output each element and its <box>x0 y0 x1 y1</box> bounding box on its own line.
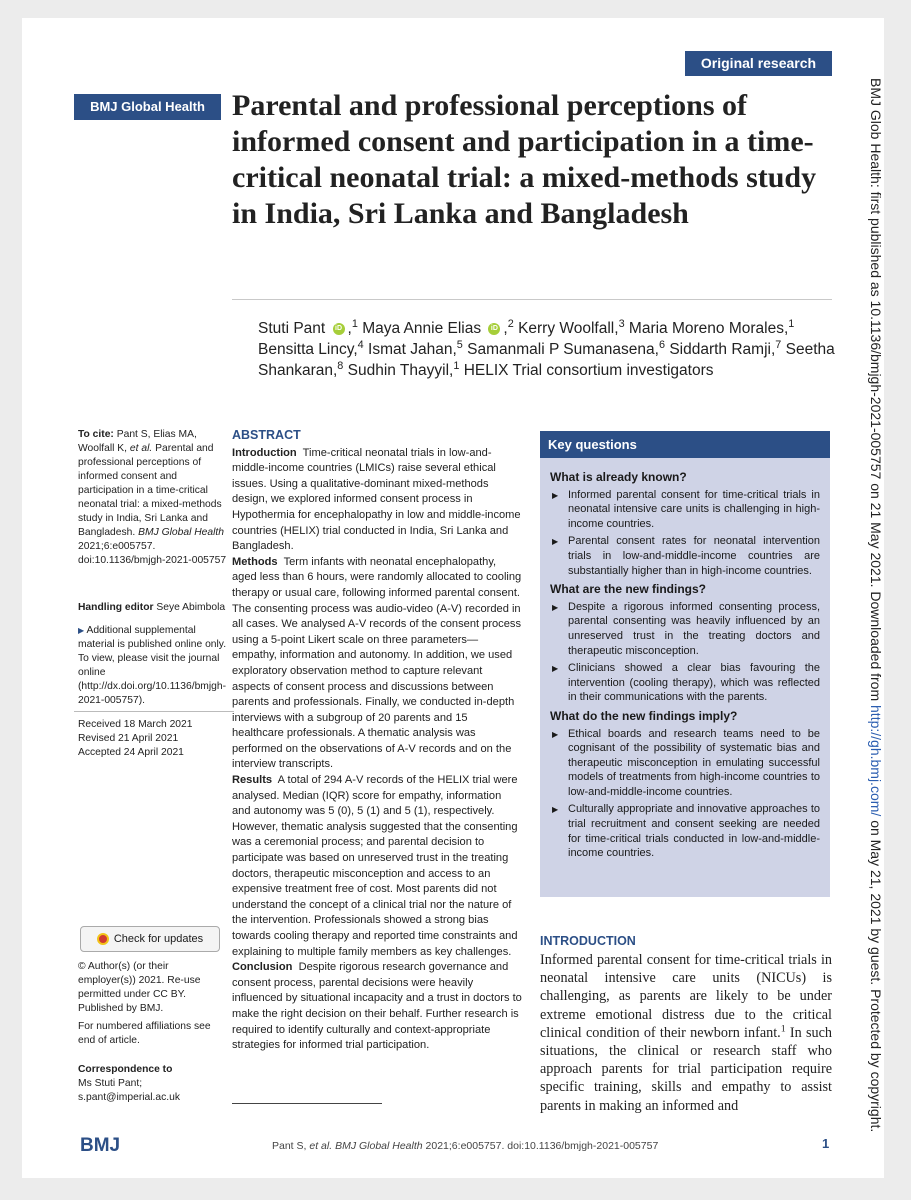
crossmark-icon <box>97 933 109 945</box>
side-note-prefix: BMJ Glob Health: first published as 10.1136/bmjgh-2021-005757 on 21 May 2021. Downloaded from <box>868 78 884 702</box>
list-item: ▶ Despite a rigorous informed consenting process, parental consenting was heavily influenced by an unreserved trust in the treating doctors and therapeutic misconception. <box>550 600 820 658</box>
affiliation-sup: 1 <box>788 317 795 330</box>
article-title: Parental and professional perceptions of informed consent and participation in a time-critical neonatal trial: a mixed-methods study in India, Sri Lanka and Bangladesh <box>232 89 817 230</box>
handling-name: Seye Abimbola <box>156 602 226 613</box>
pointer-icon: ▶ <box>78 626 85 635</box>
footer-citation <box>272 1140 658 1152</box>
abstract-conclusion-label: Conclusion <box>232 961 293 974</box>
introduction-text <box>540 951 832 1115</box>
check-updates-label: Check for updates <box>113 933 204 945</box>
implications-heading: What do the new findings imply? <box>550 708 738 723</box>
abstract <box>232 428 522 1054</box>
affiliation-sup: 7 <box>775 338 782 351</box>
abstract-intro-label: Introduction <box>232 446 297 459</box>
handling-label: Handling editor <box>78 602 154 613</box>
affiliation-sup: 5 <box>456 338 463 351</box>
supplemental-text[interactable]: Additional supplemental material is published online only. To view, please visit the journal online (http://dx.doi.org/10.1136/bmjgh-2021-005757). <box>78 625 227 706</box>
cite-block <box>78 428 228 568</box>
abstract-results-text: A total of 294 A-V records of the HELIX trial were analysed. Median (IQR) score for empathy, information and autonomy was 5 (0), 5 (1) and 5 (1), respectively. However, thematic analysis suggested that the consenting was a ceremonial process; and parental decision to participate was based on unreserved trust in the treating doctors, therapeutic misconception and access to an expensive treatment free of cost. Most parents did not understand the concept of a clinical trial nor the nature of the intervention. Professionals showed a strong bias towards cooling therapy and reported time constraints and explaining to multiple family members as key challenges. <box>232 774 518 958</box>
page <box>22 18 884 1178</box>
license-note: © Author(s) (or their employer(s)) 2021. Re-use permitted under CC BY. Published by BMJ. <box>78 961 201 1014</box>
handling-editor <box>78 601 228 615</box>
affiliation-sup: 1 <box>453 359 460 372</box>
affiliation-sup: 8 <box>337 359 344 372</box>
supplemental-note <box>78 624 228 708</box>
section-label: Original research <box>685 51 832 76</box>
cite-etal: et al. <box>129 443 153 454</box>
introduction-heading: INTRODUCTION <box>540 934 636 948</box>
abstract-conclusion <box>232 960 522 1054</box>
correspondence-name: Ms Stuti Pant; <box>78 1078 143 1089</box>
check-for-updates-button[interactable] <box>80 926 220 952</box>
intro-text-part1: Informed parental consent for time-critical trials in neonatal intensive care units (NICUs) is challenging, as parents are likely to be under extreme emotional distress due to the critical clinical condition of their newborn infant. <box>540 952 832 1041</box>
affiliation-sup: 1 <box>351 317 358 330</box>
cite-authors: Pant S, Elias MA, Woolfall K, <box>78 429 197 454</box>
correspondence-email[interactable]: s.pant@imperial.ac.uk <box>78 1092 181 1103</box>
orcid-icon[interactable]: iD <box>488 323 500 335</box>
author-list: Stuti Pant iD ,$^1$ Maya Annie Elias iD ,$^2$ Kerry Woolfall,$^3$ Maria Moreno Morales,$^1$ Bensitta Lincy,$^4$ Ismat Jahan,$^5$ Samanmali P Sumanasena,$^6$ Siddarth Ramji,$^7$ Seetha Shankaran,$^8$ Sudhin Thayyil,$^1$ HELIX Trial consortium investigators <box>258 317 835 379</box>
footer-cite-etal: et al. <box>309 1140 333 1152</box>
list-item: ▶ Culturally appropriate and innovative approaches to trial recruitment and consent seeking are needed for time-critical trials conducted in low-and-middle-income countries. <box>550 802 820 860</box>
revised-date: Revised 21 April 2021 <box>78 733 179 744</box>
list-item: ▶ Ethical boards and research teams need to be cognisant of the possibility of systematic bias and therapeutic misconception in emulating successful models of treatments from high-income countries to low-and-middle-income countries. <box>550 727 820 800</box>
author-name: Kerry Woolfall <box>518 320 615 337</box>
author-name: HELIX Trial consortium investigators <box>463 362 714 379</box>
known-heading: What is already known? <box>550 470 687 484</box>
affiliation-sup: 6 <box>658 338 665 351</box>
abstract-methods-label: Methods <box>232 555 278 568</box>
correspondence-label: Correspondence to <box>78 1064 173 1075</box>
article-dates <box>78 718 228 760</box>
list-item: ▶ Clinicians showed a clear bias favouring the intervention (cooling therapy), which was reflected in their communications with the parents. <box>550 661 820 705</box>
author-name: Bensitta Lincy <box>258 341 354 358</box>
key-questions-body <box>540 458 830 861</box>
author-name: Maya Annie Elias <box>362 320 482 337</box>
author-name: Stuti Pant <box>258 320 326 337</box>
reference-sup[interactable]: 1 <box>780 1023 786 1035</box>
abstract-heading: ABSTRACT <box>232 428 301 442</box>
side-note-text <box>866 78 886 1158</box>
abstract-results-label: Results <box>232 774 273 787</box>
author-name: Ismat Jahan <box>368 341 453 358</box>
cite-journal: BMJ Global Health <box>138 527 224 538</box>
affiliation-sup: 2 <box>507 317 514 330</box>
accepted-date: Accepted 24 April 2021 <box>78 747 184 758</box>
abstract-intro-text: Time-critical neonatal trials in low-and-middle-income countries (LMICs) raise several ethical issues. Using a qualitative-dominant mixed-methods design, we explored informed consent process in Hypothermia for encephalopathy in low and middle-income countries (HELIX) trial conducted in India, Sri Lanka and Bangladesh. <box>232 446 521 553</box>
affiliation-sup: 3 <box>618 317 625 330</box>
author-name: Seetha Shankaran <box>258 341 835 379</box>
side-note-link[interactable]: http://gh.bmj.com/ <box>868 705 884 817</box>
footer-cite-details: 2021;6:e005757. doi:10.1136/bmjgh-2021-005757 <box>425 1140 659 1152</box>
author-name: Siddarth Ramji <box>669 341 771 358</box>
abstract-results <box>232 773 522 960</box>
abstract-end-divider <box>232 1103 382 1104</box>
received-date: Received 18 March 2021 <box>78 719 193 730</box>
affiliations-note: For numbered affiliations see end of article. <box>78 1021 211 1046</box>
intro-text-part2: In such situations, the clinical or research staff who approach parents for trial participation require specific training, skills and empathy to assist parents in making an informed and <box>540 1024 832 1114</box>
page-number: 1 <box>822 1136 830 1151</box>
side-note <box>842 78 886 1158</box>
author-name: Sudhin Thayyil <box>347 362 450 379</box>
key-questions-title: Key questions <box>540 431 830 458</box>
abstract-conclusion-text: Despite rigorous research governance and consent process, parental decisions were heavily influenced by situational incapacity and a trust in doctors to make the right decision on their behalf. Further research is required to identify culturally and context-appropriate strategies for informed trial participation. <box>232 961 522 1052</box>
key-questions-box <box>540 431 830 897</box>
footer-cite-journal: BMJ Global Health <box>335 1140 423 1152</box>
side-note-suffix: on May 21, 2021 by guest. Protected by copyright. <box>868 820 884 1133</box>
cite-details: 2021;6:e005757. doi:10.1136/bmjgh-2021-005757 <box>78 541 227 566</box>
title-divider <box>232 299 832 300</box>
list-item: ▶ Informed parental consent for time-critical trials in neonatal intensive care units is challenging in high-income countries. <box>550 488 820 532</box>
author-name: Maria Moreno Morales <box>628 320 784 337</box>
new-findings-heading: What are the new findings? <box>550 582 707 597</box>
journal-logo: BMJ Global Health <box>74 94 221 120</box>
orcid-icon[interactable]: iD <box>333 323 345 335</box>
cite-label: To cite: <box>78 429 114 440</box>
list-item: ▶ Parental consent rates for neonatal intervention trials in low-and-middle-income countries are substantially higher than in high-income countries. <box>550 534 820 578</box>
affiliation-sup: 4 <box>357 338 364 351</box>
sidebar-divider <box>74 711 234 712</box>
footer-cite-authors: Pant S, <box>272 1140 307 1152</box>
author-name: Samanmali P Sumanasena <box>467 341 655 358</box>
abstract-introduction <box>232 446 522 555</box>
correspondence <box>78 1063 228 1105</box>
abstract-methods-text: Term infants with neonatal encephalopathy, aged less than 6 hours, were randomly allocated to cooling therapy or usual care, following informed parental consent. The consenting process was audio-video (A-V) recorded in all cases. We analysed A-V records of the consent process using a 5-point Likert scale on three parameters—empathy, information and autonomy. In addition, we used exploratory observation method to capture relevant aspects of consent process and discussions between parents and professionals. Finally, we conducted in-depth interviews with a subgroup of 20 parents and 15 healthcare professionals. A thematic analysis was performed on the observations of A-V records and on the interview transcripts. <box>232 555 522 771</box>
abstract-methods <box>232 555 522 773</box>
cite-title: Parental and professional perceptions of informed consent and participation in a time-critical neonatal trial: a mixed-methods study in India, Sri Lanka and Bangladesh. <box>78 443 222 538</box>
footer-bmj-logo: BMJ <box>80 1135 121 1156</box>
